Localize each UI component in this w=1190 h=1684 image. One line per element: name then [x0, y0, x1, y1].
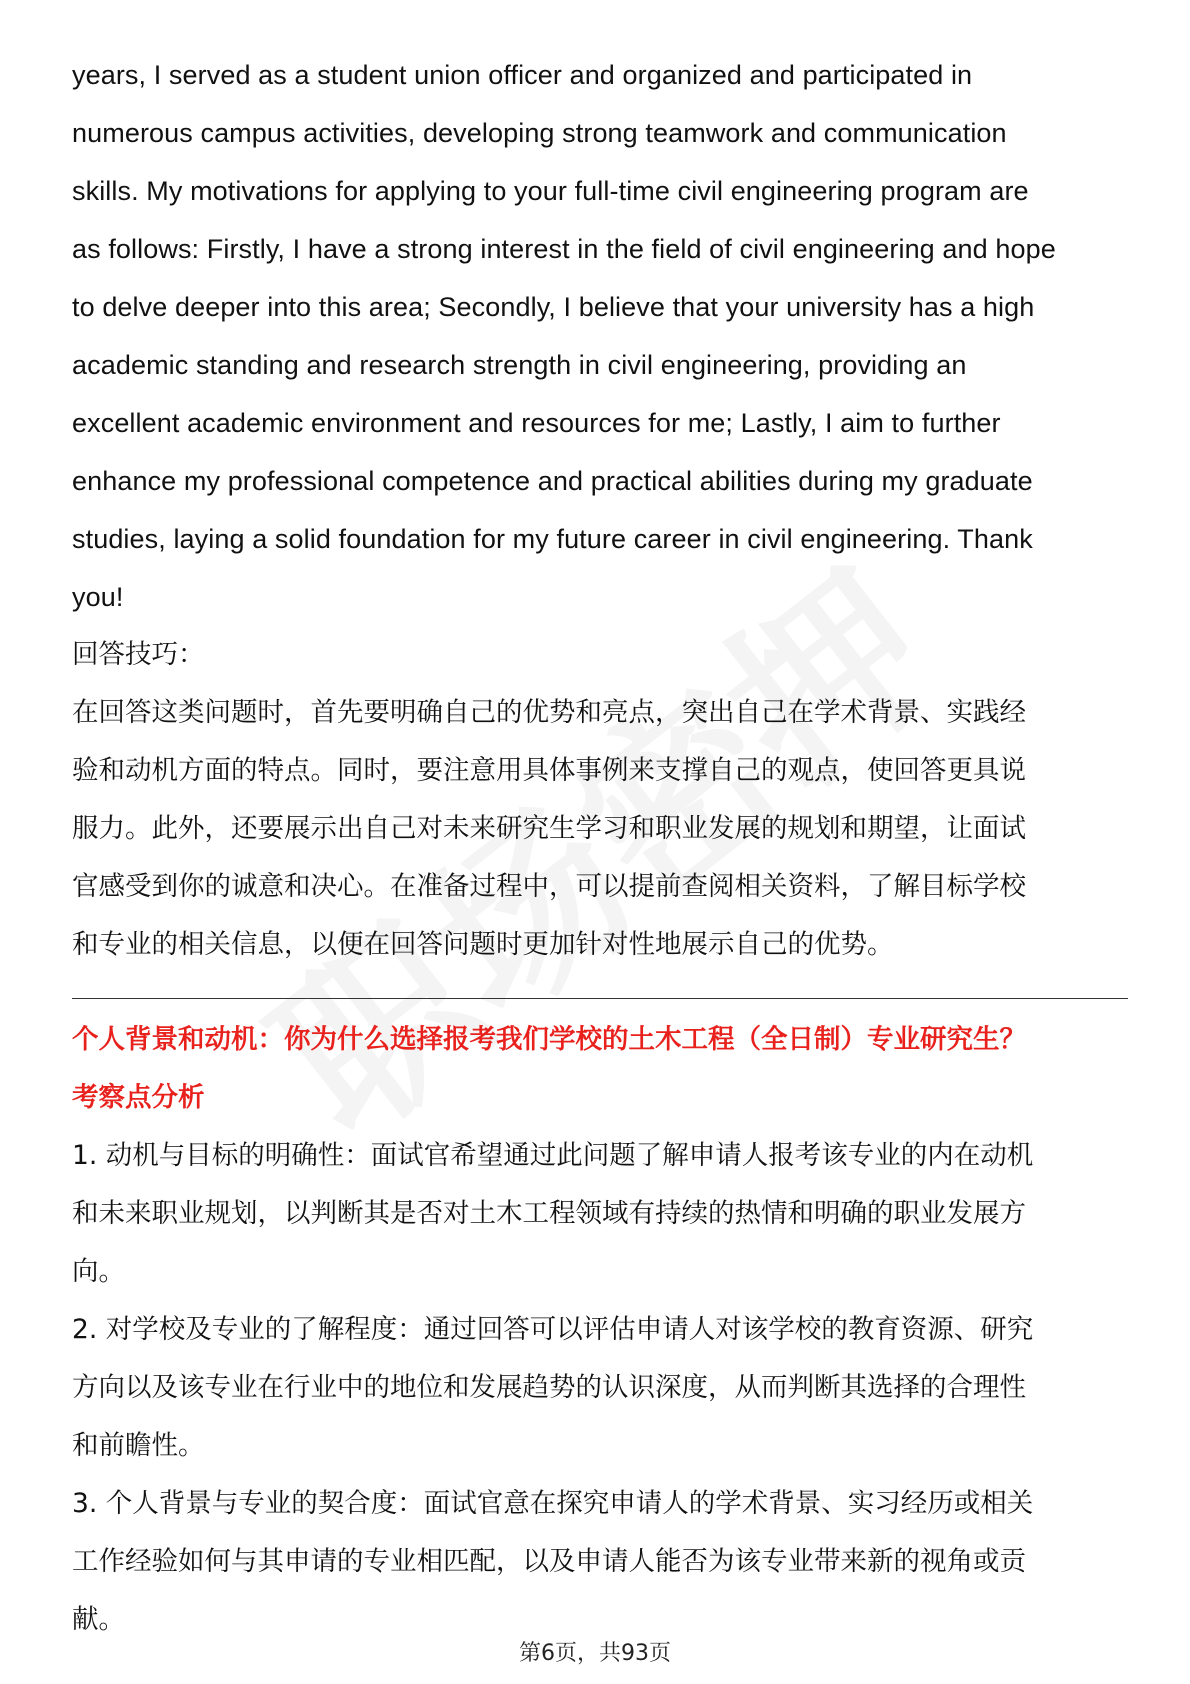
analysis-line: 向。	[72, 1256, 125, 1287]
tips-label: 回答技巧：	[72, 639, 205, 670]
analysis-line: 工作经验如何与其申请的专业相匹配，以及申请人能否为该专业带来新的视角或贡	[72, 1546, 1026, 1577]
question-heading: 个人背景和动机：你为什么选择报考我们学校的土木工程（全日制）专业研究生？	[72, 1024, 1026, 1055]
analysis-line: 3. 个人背景与专业的契合度：面试官意在探究申请人的学术背景、实习经历或相关	[72, 1488, 1034, 1519]
analysis-line: 献。	[72, 1604, 125, 1635]
analysis-line: 和未来职业规划，以判断其是否对土木工程领域有持续的热情和明确的职业发展方	[72, 1198, 1026, 1229]
answer-line: as follows: Firstly, I have a strong interest in the field of civil engineering and hope	[72, 234, 1056, 264]
tips-line: 在回答这类问题时，首先要明确自己的优势和亮点，突出自己在学术背景、实践经	[72, 697, 1026, 728]
answer-line: numerous campus activities, developing strong teamwork and communication	[72, 118, 1007, 148]
analysis-line: 和前瞻性。	[72, 1430, 205, 1461]
tips-line: 和专业的相关信息，以便在回答问题时更加针对性地展示自己的优势。	[72, 929, 894, 960]
analysis-heading: 考察点分析	[72, 1082, 205, 1113]
section-divider	[72, 998, 1128, 999]
answer-line: academic standing and research strength in civil engineering, providing an	[72, 350, 967, 380]
analysis-line: 2. 对学校及专业的了解程度：通过回答可以评估申请人对该学校的教育资源、研究	[72, 1314, 1034, 1345]
tips-paragraph	[72, 684, 1128, 974]
answer-paragraph	[72, 46, 1128, 626]
page-number: 第6页，共93页	[519, 1641, 671, 1666]
answer-line: enhance my professional competence and practical abilities during my graduate	[72, 466, 1033, 496]
analysis-line: 1. 动机与目标的明确性：面试官希望通过此问题了解申请人报考该专业的内在动机	[72, 1140, 1034, 1171]
answer-line: studies, laying a solid foundation for my future career in civil engineering. Thank	[72, 524, 1033, 554]
answer-line: you!	[72, 582, 124, 612]
tips-line: 验和动机方面的特点。同时，要注意用具体事例来支撑自己的观点，使回答更具说	[72, 755, 1026, 786]
tips-line: 服力。此外，还要展示出自己对未来研究生学习和职业发展的规划和期望，让面试	[72, 813, 1026, 844]
answer-line: excellent academic environment and resources for me; Lastly, I aim to further	[72, 408, 1001, 438]
analysis-list	[72, 1127, 1128, 1649]
document-page	[72, 46, 1128, 1649]
answer-line: years, I served as a student union officer and organized and participated in	[72, 60, 973, 90]
answer-line: skills. My motivations for applying to your full-time civil engineering program are	[72, 176, 1029, 206]
answer-line: to delve deeper into this area; Secondly, I believe that your university has a high	[72, 292, 1035, 322]
analysis-line: 方向以及该专业在行业中的地位和发展趋势的认识深度，从而判断其选择的合理性	[72, 1372, 1026, 1403]
tips-line: 官感受到你的诚意和决心。在准备过程中，可以提前查阅相关资料，了解目标学校	[72, 871, 1026, 902]
